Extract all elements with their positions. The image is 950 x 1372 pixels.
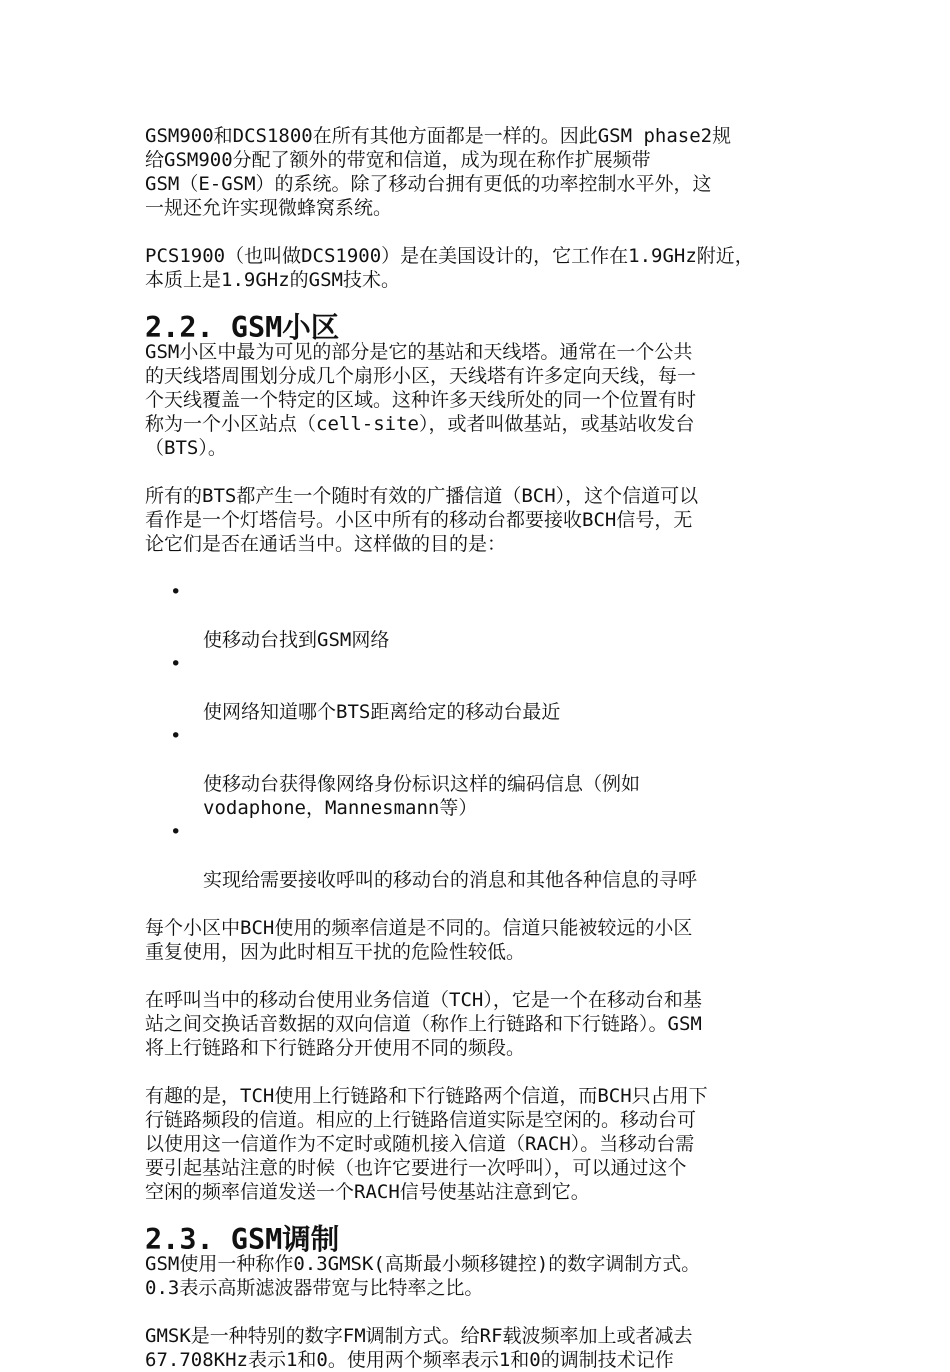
list-item-text: 实现给需要接收呼叫的移动台的消息和其他各种信息的寻呼: [203, 869, 698, 891]
paragraph-gmsk-fm: GMSK是一种特别的数字FM调制方式。给RF载波频率加上或者减去 67.708KHz表示1和0。使用两个频率表示1和0的调制技术记作: [145, 1325, 693, 1371]
section-heading-gsm-cell: 2.2. GSM小区: [145, 311, 340, 344]
list-item: [145, 724, 835, 820]
paragraph-pcs1900: PCS1900（也叫做DCS1900）是在美国设计的，它工作在1.9GHz附近， 本质上是1.9GHz的GSM技术。: [145, 245, 754, 291]
list-item: [145, 580, 835, 652]
list-item: [145, 820, 835, 892]
paragraph-gmsk-intro: GSM使用一种称作0.3GMSK(高斯最小频移键控)的数字调制方式。 0.3表示高斯滤波器带宽与比特率之比。: [145, 1253, 701, 1299]
list-item: [145, 652, 835, 724]
list-item-text: 使移动台获得像网络身份标识这样的编码信息（例如 vodaphone，Mannesmann等）: [203, 773, 641, 819]
bullet-icon: •: [170, 581, 182, 603]
list-item-text: 使网络知道哪个BTS距离给定的移动台最近: [203, 701, 561, 723]
paragraph-rach: 有趣的是，TCH使用上行链路和下行链路两个信道，而BCH只占用下 行链路频段的信道。相应的上行链路信道实际是空闲的。移动台可 以使用这一信道作为不定时或随机接入信道（RACH）。当移动台需 要引起基站注意的时候（也许它要进行一次呼叫），可以通过这个 空闲的频率信道发送一个RACH信号使基站注意到它。: [145, 1085, 708, 1203]
paragraph-cell-site: GSM小区中最为可见的部分是它的基站和天线塔。通常在一个公共 的天线塔周围划分成几个扇形小区，天线塔有许多定向天线，每一 个天线覆盖一个特定的区域。这种许多天线所处的同一个位置有时 称为一个小区站点（cell-site），或者叫做基站，或基站收发台 （BTS）。: [145, 341, 697, 459]
section-heading-gsm-modulation: 2.3. GSM调制: [145, 1223, 340, 1256]
paragraph-bch-intro: 所有的BTS都产生一个随时有效的广播信道（BCH），这个信道可以 看作是一个灯塔信号。小区中所有的移动台都要接收BCH信号，无 论它们是否在通话当中。这样做的目的是：: [145, 485, 699, 555]
bullet-icon: •: [170, 821, 182, 843]
paragraph-bch-frequency: 每个小区中BCH使用的频率信道是不同的。信道只能被较远的小区 重复使用，因为此时相互干扰的危险性较低。: [145, 917, 693, 963]
list-item-text: 使移动台找到GSM网络: [203, 629, 390, 651]
bullet-icon: •: [170, 653, 182, 675]
bch-purpose-list: [145, 580, 835, 892]
document-page: [145, 124, 835, 1372]
paragraph-tch: 在呼叫当中的移动台使用业务信道（TCH），它是一个在移动台和基 站之间交换话音数据的双向信道（称作上行链路和下行链路）。GSM 将上行链路和下行链路分开使用不同的频段。: [145, 989, 702, 1059]
bullet-icon: •: [170, 725, 182, 747]
paragraph-gsm900-dcs1800: GSM900和DCS1800在所有其他方面都是一样的。因此GSM phase2规 给GSM900分配了额外的带宽和信道，成为现在称作扩展频带 GSM（E-GSM）的系统。除了移动台拥有更低的功率控制水平外，这 一规还允许实现微蜂窝系统。: [145, 125, 732, 219]
